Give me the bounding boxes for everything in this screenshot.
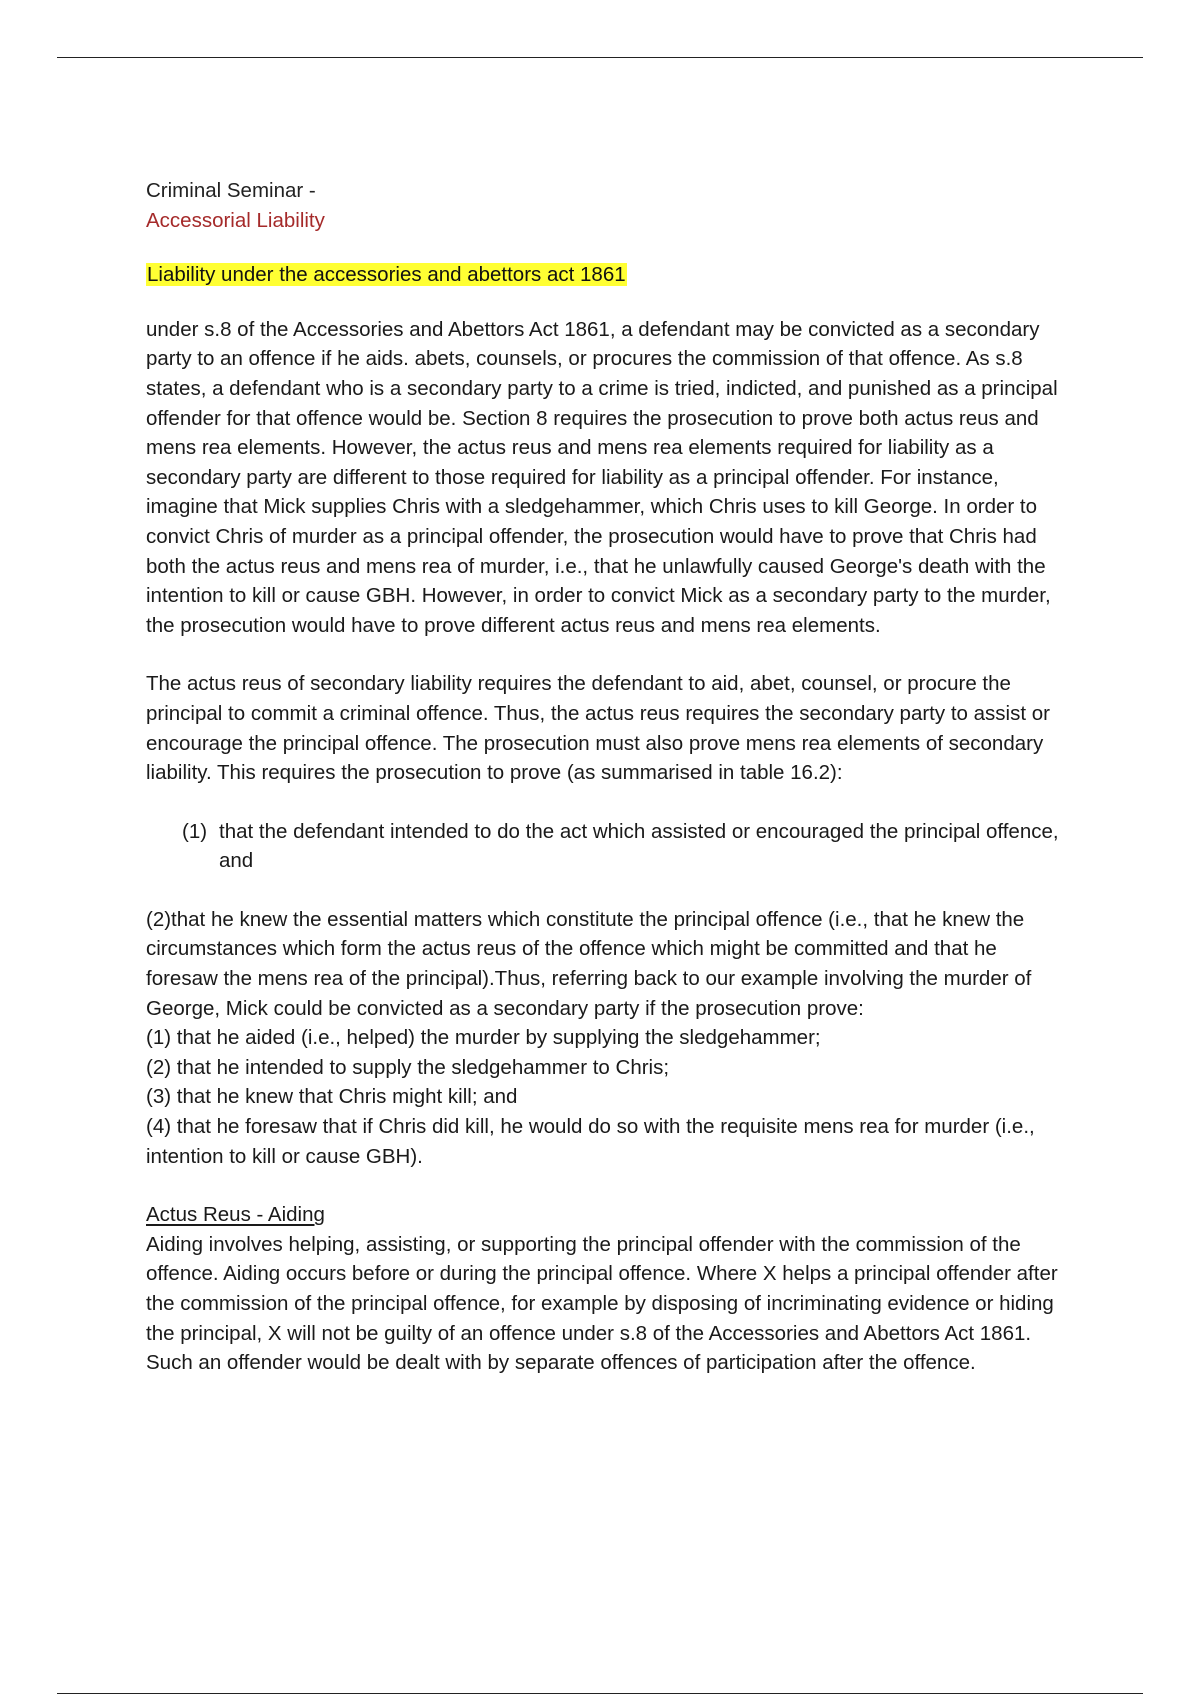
list-item: (2) that he intended to supply the sledgehammer to Chris; (146, 1055, 670, 1079)
underlined-heading: Actus Reus - Aiding (146, 1203, 325, 1227)
document-title: Criminal Seminar - (146, 179, 316, 202)
document-body (146, 176, 1066, 1378)
list-item: (3) that he knew that Chris might kill; and (146, 1085, 518, 1109)
numbered-item-1 (182, 817, 1066, 876)
section-heading-aiding (146, 1200, 1066, 1230)
paragraph-actus-reus: The actus reus of secondary liability requires the defendant to aid, abet, counsel, or procure the principal to commit a criminal offence. Thus, the actus reus requires the secondary party to assist or encourage the principal offence. The prosecution must also prove mens rea elements of secondary liability. This requires the prosecution to prove (as summarised in table 16.2): (146, 672, 1050, 785)
list-item: (1) that he aided (i.e., helped) the murder by supplying the sledgehammer; (146, 1026, 821, 1050)
bottom-rule (57, 1693, 1143, 1694)
top-rule (57, 57, 1143, 58)
paragraph-secondary-party: under s.8 of the Accessories and Abettors Act 1861, a defendant may be convicted as a secondary party to an offence if he aids. abets, counsels, or procures the commission of that offence. As s.8 states, a defendant who is a secondary party to a crime is tried, indicted, and punished as a principal offender for that offence would be. Section 8 requires the prosecution to prove both actus reus and mens rea elements. However, the actus reus and mens rea elements required for liability as a secondary party are different to those required for liability as a principal offender. For instance, imagine that Mick supplies Chris with a sledgehammer, which Chris uses to kill George. In order to convict Chris of murder as a principal offender, the prosecution would have to prove that Chris had both the actus reus and mens rea of murder, i.e., that he unlawfully caused George's death with the intention to kill or cause GBH. However, in order to convict Mick as a secondary party to the murder, the prosecution would have to prove different actus reus and mens rea elements. (146, 317, 1058, 637)
numbered-item-1-text: that the defendant intended to do the act which assisted or encouraged the principal offence, and (219, 819, 1059, 873)
paragraph-knowledge: (2)that he knew the essential matters which constitute the principal offence (i.e., that he knew the circumstances which form the actus reus of the offence which might be committed and that he foresaw the mens rea of the principal).Thus, referring back to our example involving the murder of George, Mick could be convicted as a secondary party if the prosecution prove: (146, 907, 1032, 1020)
list-item: (4) that he foresaw that if Chris did kill, he would do so with the requisite mens rea for murder (i.e., intention to kill or cause GBH). (146, 1115, 1035, 1168)
highlighted-heading: Liability under the accessories and abettors act 1861 (147, 263, 626, 287)
numbered-item-1-number: (1) (182, 819, 208, 843)
document-subtitle: Accessorial Liability (146, 208, 325, 232)
section-heading-liability (146, 260, 1066, 290)
paragraph-aiding: Aiding involves helping, assisting, or supporting the principal offender with the commission of the offence. Aiding occurs before or during the principal offence. Where X helps a principal offender after the commission of the principal offence, for example by disposing of incriminating evidence or hiding the principal, X will not be guilty of an offence under s.8 of the Accessories and Abettors Act 1861. Such an offender would be dealt with by separate offences of participation after the offence. (146, 1232, 1058, 1375)
